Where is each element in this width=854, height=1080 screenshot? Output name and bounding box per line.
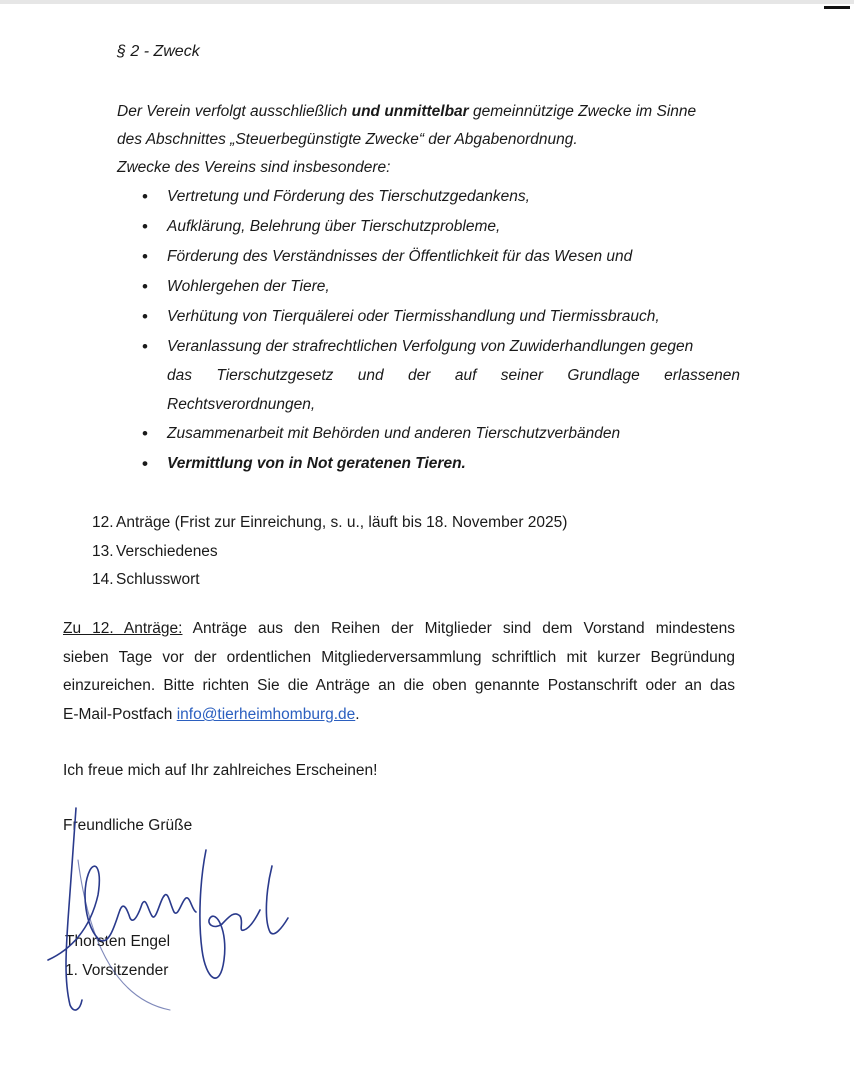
purpose-line-1: Der Verein verfolgt ausschließlich und unmittelbar gemeinnützige Zwecke im Sinne — [117, 103, 697, 120]
purposes-list — [142, 182, 740, 479]
agenda-item: 12. Anträge (Frist zur Einreichung, s. u., läuft bis 18. November 2025) — [92, 514, 568, 531]
motions-line-3: einzureichen. Bitte richten Sie die Anträge an die oben genannte Postanschrift oder an das — [63, 677, 735, 695]
purpose-line-3: Zwecke des Vereins sind insbesondere: — [117, 159, 391, 176]
motions-line-4: E-Mail-Postfach info@tierheimhomburg.de. — [63, 706, 360, 724]
list-item: • Förderung des Verständnisses der Öffentlichkeit für das Wesen und — [142, 242, 740, 272]
list-item: • Aufklärung, Belehrung über Tierschutzprobleme, — [142, 212, 740, 242]
agenda-item: 13. Verschiedenes — [92, 542, 218, 560]
motions-paragraph — [63, 615, 735, 730]
purpose-paragraph — [117, 98, 757, 182]
list-item-line: das Tierschutzgesetz und der auf seiner Grundlage erlassenen — [167, 367, 740, 384]
list-item-line: Rechtsverordnungen, — [167, 396, 316, 413]
motions-line-1: Zu 12. Anträge: Anträge aus den Reihen der Mitglieder sind dem Vorstand mindestens — [63, 620, 735, 637]
list-item: • Zusammenarbeit mit Behörden und anderen Tierschutzverbänden — [142, 419, 740, 449]
section-heading: § 2 - Zweck — [117, 43, 200, 60]
scan-mark — [824, 6, 850, 9]
list-item-line: Veranlassung der strafrechtlichen Verfolgung von Zuwiderhandlungen gegen — [167, 338, 694, 355]
agenda-list — [92, 509, 567, 595]
list-item: • Vermittlung von in Not geratenen Tieren. — [142, 449, 740, 479]
agenda-item: 14. Schlusswort — [92, 571, 200, 588]
signature — [30, 800, 310, 1020]
signer-role: 1. Vorsitzender — [65, 962, 169, 979]
motions-line-2: sieben Tage vor der ordentlichen Mitgliederversammlung schriftlich mit kurzer Begründung — [63, 648, 735, 666]
list-item: • Verhütung von Tierquälerei oder Tiermisshandlung und Tiermissbrauch, — [142, 302, 740, 332]
list-item — [142, 332, 740, 419]
signer-name: Thorsten Engel — [65, 933, 171, 950]
email-link[interactable]: info@tierheimhomburg.de — [176, 706, 356, 724]
list-item: • Wohlergehen der Tiere, — [142, 272, 740, 302]
closing-sentence: Ich freue mich auf Ihr zahlreiches Erscheinen! — [63, 762, 378, 779]
purpose-line-2: des Abschnittes „Steuerbegünstigte Zwecke“ der Abgabenordnung. — [117, 131, 578, 148]
list-item: • Vertretung und Förderung des Tierschutzgedankens, — [142, 182, 740, 212]
motions-label: Zu 12. Anträge: — [63, 620, 183, 637]
scan-edge — [0, 0, 854, 4]
greeting: Freundliche Grüße — [63, 817, 193, 834]
